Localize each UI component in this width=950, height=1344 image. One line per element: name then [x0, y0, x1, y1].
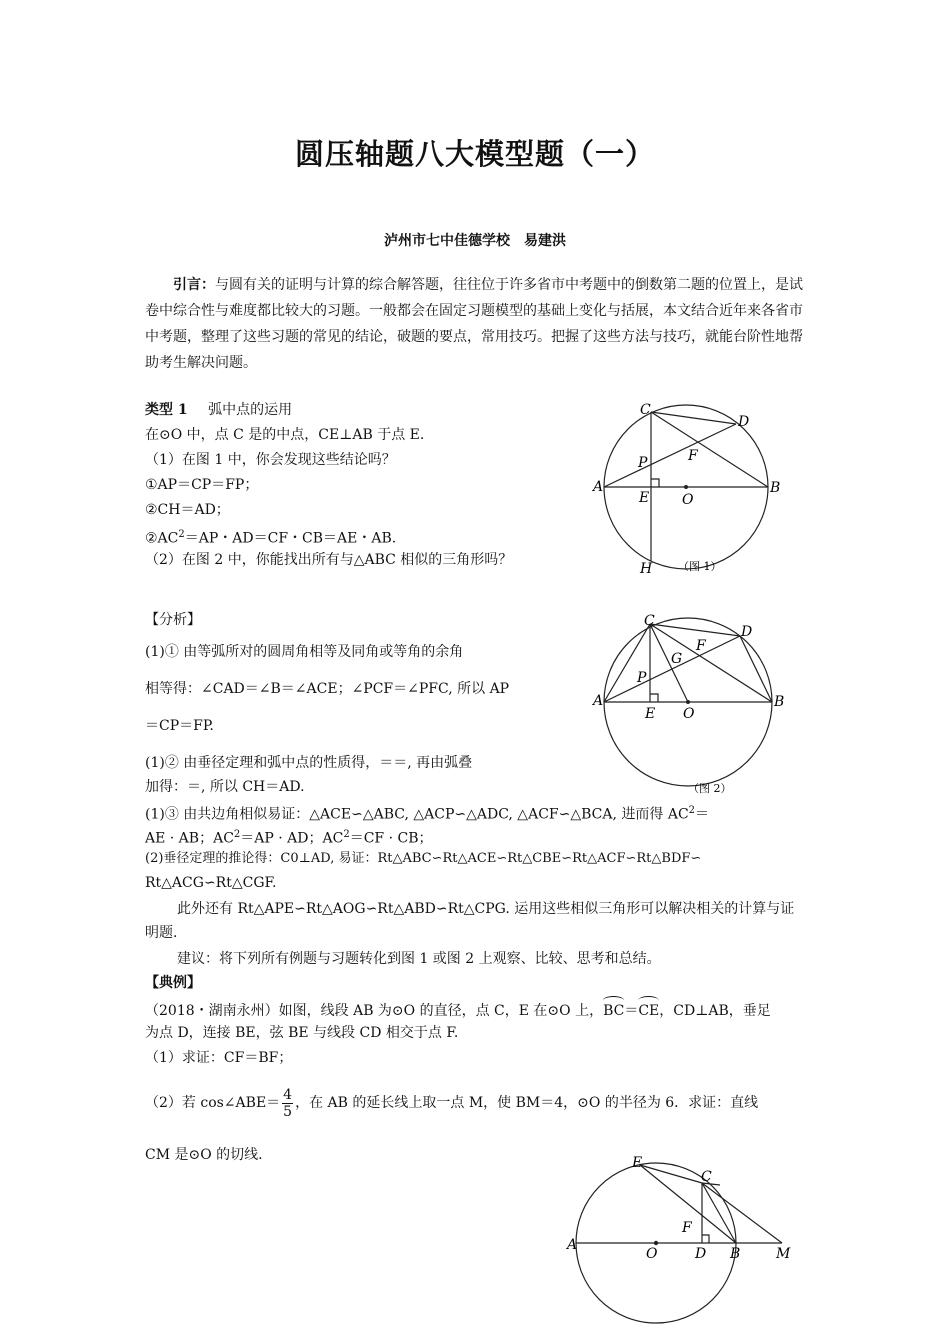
type1-line: ①AP＝CP＝FP； — [145, 477, 259, 493]
example-line — [145, 1084, 758, 1122]
figure-2 — [588, 612, 798, 797]
example-q1a: （2018・湖南永州）如图，线段 AB 为⊙O 的直径，点 C，E 在⊙O 上， — [145, 1003, 604, 1019]
fig2-label-c: C — [644, 613, 655, 629]
analysis-line — [145, 802, 709, 824]
fig3-label-a: A — [567, 1237, 578, 1253]
intro-label: 引言： — [173, 277, 215, 293]
analysis-line: 相等得：∠CAD＝∠B＝∠ACE；∠PCF＝∠PFC, 所以 AP — [145, 681, 510, 697]
example-eq: ＝ — [624, 1003, 639, 1019]
analysis-p3b2: ＝AP · AD；AC — [240, 830, 344, 847]
type1-line: （1）在图 1 中，你会发现这些结论吗？ — [145, 452, 396, 468]
analysis-line: 加得：＝, 所以 CH＝AD. — [145, 779, 305, 795]
analysis-p3b1: AE · AB；AC — [145, 830, 234, 847]
example-line — [145, 998, 771, 1020]
example-q3b: ，在 AB 的延长线上取一点 M，使 BM＝4，⊙O 的半径为 6．求证：直线 — [295, 1095, 759, 1111]
fig3-label-d: D — [695, 1246, 707, 1262]
fig1-caption: （图 1） — [678, 560, 722, 573]
analysis-paragraph: 此外还有 Rt△APE∽Rt△AOG∽Rt△ABD∽Rt△CPG. 运用这些相似三角形可以解决相关的计算与证明题. — [145, 901, 795, 941]
superscript: 2 — [688, 805, 696, 816]
author-line: 泸州市七中佳德学校 易建洪 — [384, 233, 566, 249]
intro-paragraph — [145, 272, 807, 376]
fraction — [282, 1087, 293, 1120]
fig1-label-e: E — [639, 490, 650, 506]
intro-text: 与圆有关的证明与计算的综合解答题，往往位于许多省市中考题中的倒数第二题的位置上，是试卷中综合性与难度都比较大的习题。一般都会在固定习题模型的基础上变化与括展，本文结合近年来各省市中考题，整理了这些习题的常见的结论，破题的要点，常用技巧。把握了这些方法与技巧，就能台阶性地帮助考生解决问题。 — [145, 277, 803, 371]
fig3-label-m: M — [776, 1246, 791, 1262]
figure-3 — [562, 1150, 802, 1344]
type1-line: ②CH＝AD； — [145, 502, 230, 518]
fig2-label-d: D — [741, 624, 753, 640]
arc-bc: BC — [603, 998, 624, 1020]
fig1-label-c: C — [640, 402, 651, 418]
superscript: 2 — [178, 529, 185, 540]
type1-line: 在⊙O 中，点 C 是的中点，CE⊥AB 于点 E. — [145, 427, 425, 443]
fig1-label-f: F — [688, 448, 698, 464]
arc-ce: CE — [638, 998, 659, 1020]
superscript: 2 — [343, 829, 350, 840]
example-line: CM 是⊙O 的切线. — [145, 1147, 263, 1163]
fig1-label-h: H — [640, 561, 653, 577]
fig3-label-o: O — [646, 1246, 658, 1262]
analysis-heading: 【分析】 — [145, 612, 201, 628]
analysis-line: ＝CP＝FP. — [145, 718, 214, 734]
type1-sq-b: ＝AP・AD＝CF・CB＝AE・AB. — [184, 530, 397, 547]
type1-line: （2）在图 2 中，你能找出所有与△ABC 相似的三角形吗？ — [145, 552, 513, 568]
fraction-denominator: 5 — [283, 1103, 293, 1120]
analysis-line: (1)② 由垂径定理和弧中点的性质得，＝＝, 再由弧叠 — [145, 755, 473, 771]
fig2-label-g: G — [671, 651, 683, 667]
fig1-label-a: A — [593, 479, 604, 495]
example-q3a: （2）若 cos∠ABE＝ — [145, 1095, 281, 1111]
fig3-label-e: E — [632, 1155, 643, 1171]
analysis-line: Rt△ACG∽Rt△CGF. — [145, 875, 277, 891]
type1-sq-a: ②AC — [145, 530, 179, 547]
type1-heading — [145, 401, 292, 419]
fig2-label-p: P — [637, 670, 647, 686]
example-heading: 【典例】 — [145, 975, 201, 991]
fig2-label-o: O — [683, 706, 695, 722]
analysis-p3a: (1)③ 由共边角相似易证：△ACE∽△ABC, △ACP∽△ADC, △ACF∽△BCA, 进而得 AC — [145, 806, 689, 823]
fig1-label-d: D — [738, 414, 750, 430]
page-title: 圆压轴题八大模型题（一） — [294, 137, 655, 171]
fig1-label-o: O — [682, 492, 694, 508]
analysis-line: (1)① 由等弧所对的圆周角相等及同角或等角的余角 — [145, 644, 464, 660]
type1-line-squares — [145, 526, 396, 548]
fig3-label-c: C — [701, 1169, 712, 1185]
fig1-label-p: P — [638, 455, 648, 471]
analysis-suggestion: 建议：将下列所有例题与习题转化到图 1 或图 2 上观察、比较、思考和总结。 — [177, 951, 661, 967]
figure-1 — [590, 400, 790, 580]
example-line: 为点 D，连接 BE，弦 BE 与线段 CD 相交于点 F. — [145, 1025, 459, 1041]
example-q1b: ，CD⊥AB，垂足 — [659, 1003, 771, 1019]
fig3-label-b: B — [730, 1246, 741, 1262]
analysis-line — [145, 826, 432, 848]
fig2-label-e: E — [645, 706, 656, 722]
fig1-label-b: B — [770, 480, 781, 496]
fig2-label-b: B — [774, 694, 785, 710]
superscript: 2 — [233, 829, 241, 840]
analysis-line: (2)垂径定理的推论得：C0⊥AD, 易证：Rt△ABC∽Rt△ACE∽Rt△CBE∽Rt△ACF∽Rt△BDF∽ — [145, 851, 702, 866]
fig2-label-a: A — [593, 693, 604, 709]
fig2-caption: （图 2） — [688, 782, 732, 795]
type1-label: 类型 1 — [145, 402, 188, 418]
analysis-p3b3: ＝CF · CB； — [349, 830, 433, 847]
fig3-label-f: F — [682, 1220, 692, 1236]
type1-name: 弧中点的运用 — [208, 402, 293, 418]
fraction-numerator: 4 — [283, 1086, 293, 1103]
example-line: （1）求证：CF＝BF； — [145, 1050, 293, 1066]
fig2-label-f: F — [696, 638, 706, 654]
analysis-p3a-end: ＝ — [695, 806, 710, 823]
